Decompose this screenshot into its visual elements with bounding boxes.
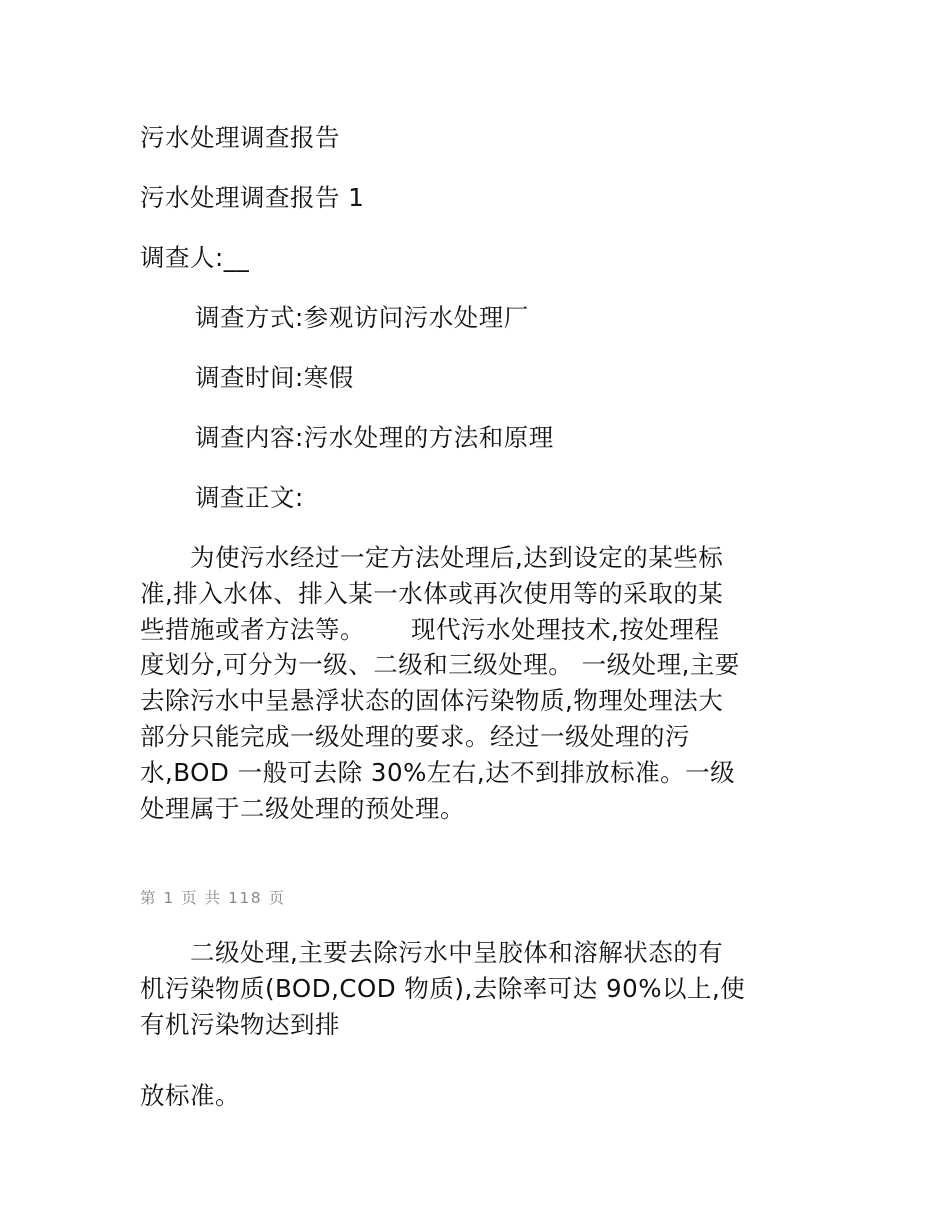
paragraph-line: 处理属于二级处理的预处理。 — [140, 793, 465, 823]
body-paragraph-2 — [140, 935, 812, 1042]
paragraph-line: 准,排入水体、排入某一水体或再次使用等的采取的某 — [140, 578, 724, 608]
paragraph-line: 部分只能完成一级处理的要求。经过一级处理的污 — [140, 721, 690, 751]
document-subtitle: 污水处理调查报告 1 — [140, 183, 365, 212]
body-paragraph-3: 放标准。 — [140, 1081, 240, 1110]
paragraph-line: 为使污水经过一定方法处理后,达到设定的某些标 — [140, 543, 724, 572]
method-line: 调查方式:参观访问污水处理厂 — [195, 303, 529, 332]
paragraph-line: 度划分,可分为一级、二级和三级处理。 一级处理,主要 — [140, 650, 740, 680]
paragraph-line: 水,BOD 一般可去除 30%左右,达不到排放标准。一级 — [140, 757, 736, 787]
paragraph-line: 有机污染物达到排 — [140, 1009, 340, 1039]
body-paragraph-1 — [140, 540, 812, 826]
paragraph-line: 去除污水中呈悬浮状态的固体污染物质,物理处理法大 — [140, 686, 724, 716]
time-line: 调查时间:寒假 — [195, 363, 354, 392]
document-title: 污水处理调查报告 — [140, 123, 340, 152]
investigator-line: 调查人:__ — [140, 243, 250, 272]
content-line: 调查内容:污水处理的方法和原理 — [195, 423, 554, 452]
page-footer: 第 1 页 共 118 页 — [140, 889, 286, 907]
paragraph-line: 二级处理,主要去除污水中呈胶体和溶解状态的有 — [140, 938, 724, 967]
paragraph-line: 机污染物质(BOD,COD 物质),去除率可达 90%以上,使 — [140, 973, 746, 1003]
paragraph-line: 些措施或者方法等。 现代污水处理技术,按处理程 — [140, 614, 720, 644]
body-heading: 调查正文: — [195, 483, 304, 512]
